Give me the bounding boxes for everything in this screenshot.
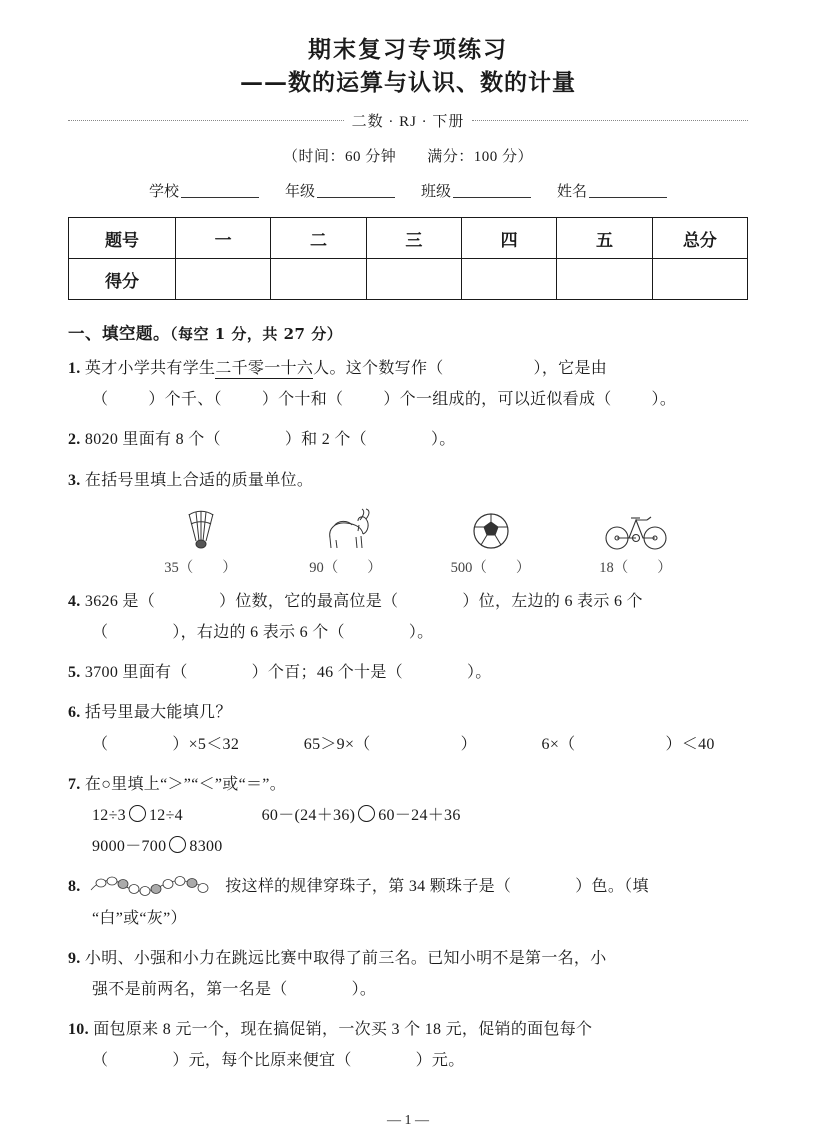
question-4-text-f: ）。 <box>408 624 434 642</box>
question-10-line2 <box>68 1045 748 1076</box>
question-9-line1: 小明、小强和小力在跳远比赛中取得了前三名。已知小明不是第一名，小 <box>84 949 607 967</box>
field-school-input[interactable] <box>181 183 259 198</box>
caption-value-4: 18 <box>599 559 614 576</box>
picture-caption-soccer <box>426 556 556 577</box>
question-1-line2 <box>68 384 748 415</box>
question-6-item-1 <box>92 736 239 753</box>
caption-blank-2[interactable]: （ ） <box>323 559 382 576</box>
q7-expr-2-right: 60－24＋36 <box>378 806 461 824</box>
q7-expr-1-right: 12÷4 <box>148 806 183 824</box>
picture-item-shuttlecock <box>136 506 266 577</box>
subject-label: 二数 · RJ · 下册 <box>351 114 465 131</box>
picture-item-soccer <box>426 506 556 577</box>
question-7-row-1 <box>68 800 748 831</box>
question-1-text-b: 人。这个数写作（ <box>313 360 444 378</box>
question-3-pictures <box>68 506 748 577</box>
question-4-text-a: 3626 是（ <box>84 592 156 610</box>
field-grade <box>285 180 395 201</box>
q6-item1-suffix: ）×5＜32 <box>172 735 240 753</box>
caption-value-3: 500 <box>450 559 473 576</box>
table-row-scores <box>69 259 748 300</box>
soccer-ball-icon <box>468 506 514 552</box>
q6-item2-suffix: ） <box>460 735 477 753</box>
score-table <box>68 217 748 300</box>
question-8-number: 8. <box>68 878 81 896</box>
question-4-text-b: ）位数，它的最高位是（ <box>219 592 399 610</box>
question-2-text-b: ）和 2 个（ <box>284 431 367 449</box>
question-2-text-a: 8020 里面有 8 个（ <box>84 431 221 449</box>
q7-circle-3[interactable] <box>169 836 186 853</box>
field-class-input[interactable] <box>453 183 531 198</box>
question-4-text-e: ），右边的 6 表示 6 个（ <box>172 624 345 642</box>
q7-expr-2-left: 60－(24＋36) <box>261 806 356 824</box>
question-1-text-a: 英才小学共有学生 <box>84 360 216 378</box>
field-school-label: 学校 <box>148 184 179 201</box>
question-10-text-b: ）元，每个比原来便宜（ <box>172 1052 352 1070</box>
question-6 <box>68 697 748 759</box>
score-cell-1: 一 <box>176 218 271 259</box>
field-class <box>421 180 531 201</box>
score-input-1[interactable] <box>176 259 271 300</box>
question-3-text: 在括号里填上合适的质量单位。 <box>84 471 314 489</box>
caption-blank-1[interactable]: （ ） <box>178 559 237 576</box>
question-1-text-c: ），它是由 <box>533 360 608 378</box>
question-4 <box>68 586 748 648</box>
question-9 <box>68 943 748 1005</box>
question-4-text-c: ）位，左边的 6 表示 6 个 <box>462 592 643 610</box>
question-1-text-d: （ <box>92 391 109 409</box>
question-5-text-a: 3700 里面有（ <box>84 664 188 682</box>
question-7-row-2 <box>68 831 748 862</box>
caption-value-1: 35 <box>164 559 179 576</box>
question-3 <box>68 465 748 496</box>
page-number: — 1 — <box>387 1113 429 1128</box>
question-1-underlined: 二千零一十六 <box>215 360 314 378</box>
question-10 <box>68 1014 748 1076</box>
section-heading <box>68 320 748 344</box>
question-5 <box>68 657 748 688</box>
question-8-text-b: ）色。（填 <box>575 878 649 896</box>
question-1-text-f: ）个十和（ <box>261 391 344 409</box>
section-heading-text: 一、填空题。 <box>68 324 170 344</box>
question-3-number: 3. <box>68 471 81 489</box>
question-6-number: 6. <box>68 704 81 722</box>
question-2 <box>68 424 748 455</box>
exam-info: （时间：60 分钟 满分：100 分） <box>282 149 533 166</box>
question-8-line2: “白”或“灰”） <box>92 909 187 927</box>
q7-circle-1[interactable] <box>129 805 146 822</box>
question-4-number: 4. <box>68 592 81 610</box>
picture-caption-goat <box>281 556 411 577</box>
subject-line <box>68 110 748 131</box>
score-cell-2: 二 <box>271 218 366 259</box>
student-info-fields <box>68 180 748 201</box>
q6-item3-suffix: ）＜40 <box>665 735 715 753</box>
page-content <box>68 34 748 1076</box>
bicycle-icon <box>603 506 669 552</box>
question-8 <box>68 871 748 933</box>
question-6-item-2 <box>304 736 477 753</box>
question-10-text-a: （ <box>92 1052 109 1070</box>
field-name-label: 姓名 <box>557 184 588 201</box>
question-2-text-c: ）。 <box>430 431 456 449</box>
score-cell-5: 五 <box>557 218 652 259</box>
divider-right <box>472 120 748 121</box>
question-5-text-c: ）。 <box>466 664 492 682</box>
question-9-text-a: 强不是前两名，第一名是（ <box>92 980 288 998</box>
question-10-number: 10. <box>68 1021 89 1039</box>
question-1 <box>68 353 748 415</box>
page-title: 期末复习专项练习 <box>308 36 508 63</box>
question-6-items <box>68 729 748 760</box>
question-7-text: 在○里填上“＞”“＜”或“＝”。 <box>84 775 286 793</box>
table-row-headers <box>69 218 748 259</box>
score-cell-label-2: 得分 <box>69 259 176 300</box>
score-input-2[interactable] <box>271 259 366 300</box>
field-school <box>149 180 259 201</box>
goat-icon <box>318 506 374 552</box>
caption-blank-3[interactable]: （ ） <box>472 559 531 576</box>
q6-item2-prefix: 65＞9×（ <box>303 735 371 753</box>
q6-item1-prefix: （ <box>92 735 109 753</box>
section-heading-note: （每空 1 分，共 27 分） <box>170 325 343 344</box>
q7-expr-3-left: 9000－700 <box>92 838 167 856</box>
question-6-item-3 <box>542 736 715 753</box>
question-1-number: 1. <box>68 360 81 378</box>
score-input-5[interactable] <box>557 259 652 300</box>
picture-item-goat <box>281 506 411 577</box>
picture-caption-bicycle <box>571 556 701 577</box>
question-5-number: 5. <box>68 664 81 682</box>
divider-left <box>68 120 344 121</box>
page-subtitle: ——数的运算与认识、数的计量 <box>240 69 576 97</box>
caption-value-2: 90 <box>309 559 324 576</box>
question-1-text-e: ）个千、（ <box>148 391 222 409</box>
question-9-text-b: ）。 <box>351 980 377 998</box>
picture-caption-shuttlecock <box>136 556 266 577</box>
question-1-text-h: ）。 <box>651 391 677 409</box>
question-4-line2 <box>68 617 748 648</box>
question-10-line1: 面包原来 8 元一个，现在搞促销，一次买 3 个 18 元，促销的面包每个 <box>93 1021 593 1039</box>
field-grade-input[interactable] <box>317 183 395 198</box>
question-1-text-g: ）个一组成的，可以近似看成（ <box>383 391 612 409</box>
question-9-number: 9. <box>68 949 81 967</box>
q6-item3-prefix: 6×（ <box>541 735 576 753</box>
score-cell-label-1: 题号 <box>69 218 176 259</box>
question-8-text-a: 按这样的规律穿珠子，第 34 颗珠子是（ <box>225 878 512 896</box>
q7-circle-2[interactable] <box>358 805 375 822</box>
bead-string-icon <box>89 876 217 896</box>
field-class-label: 班级 <box>421 184 452 201</box>
question-9-line2 <box>68 974 748 1005</box>
field-name <box>557 180 667 201</box>
question-5-text-b: ）个百；46 个十是（ <box>251 664 403 682</box>
badminton-shuttlecock-icon <box>177 506 225 552</box>
question-6-text: 括号里最大能填几？ <box>84 704 232 722</box>
question-7 <box>68 769 748 863</box>
q7-expr-1-left: 12÷3 <box>92 806 126 824</box>
question-10-text-c: ）元。 <box>415 1052 465 1070</box>
score-input-3[interactable] <box>366 259 461 300</box>
score-input-4[interactable] <box>461 259 556 300</box>
picture-item-bicycle <box>571 506 701 577</box>
question-4-text-d: （ <box>92 624 109 642</box>
field-name-input[interactable] <box>589 183 667 198</box>
field-grade-label: 年级 <box>284 184 315 201</box>
score-cell-total: 总分 <box>652 218 747 259</box>
score-cell-3: 三 <box>366 218 461 259</box>
question-7-number: 7. <box>68 775 81 793</box>
q7-expr-3-right: 8300 <box>189 838 223 856</box>
question-2-number: 2. <box>68 431 81 449</box>
score-cell-4: 四 <box>461 218 556 259</box>
caption-blank-4[interactable]: （ ） <box>613 559 672 576</box>
score-input-total[interactable] <box>652 259 747 300</box>
